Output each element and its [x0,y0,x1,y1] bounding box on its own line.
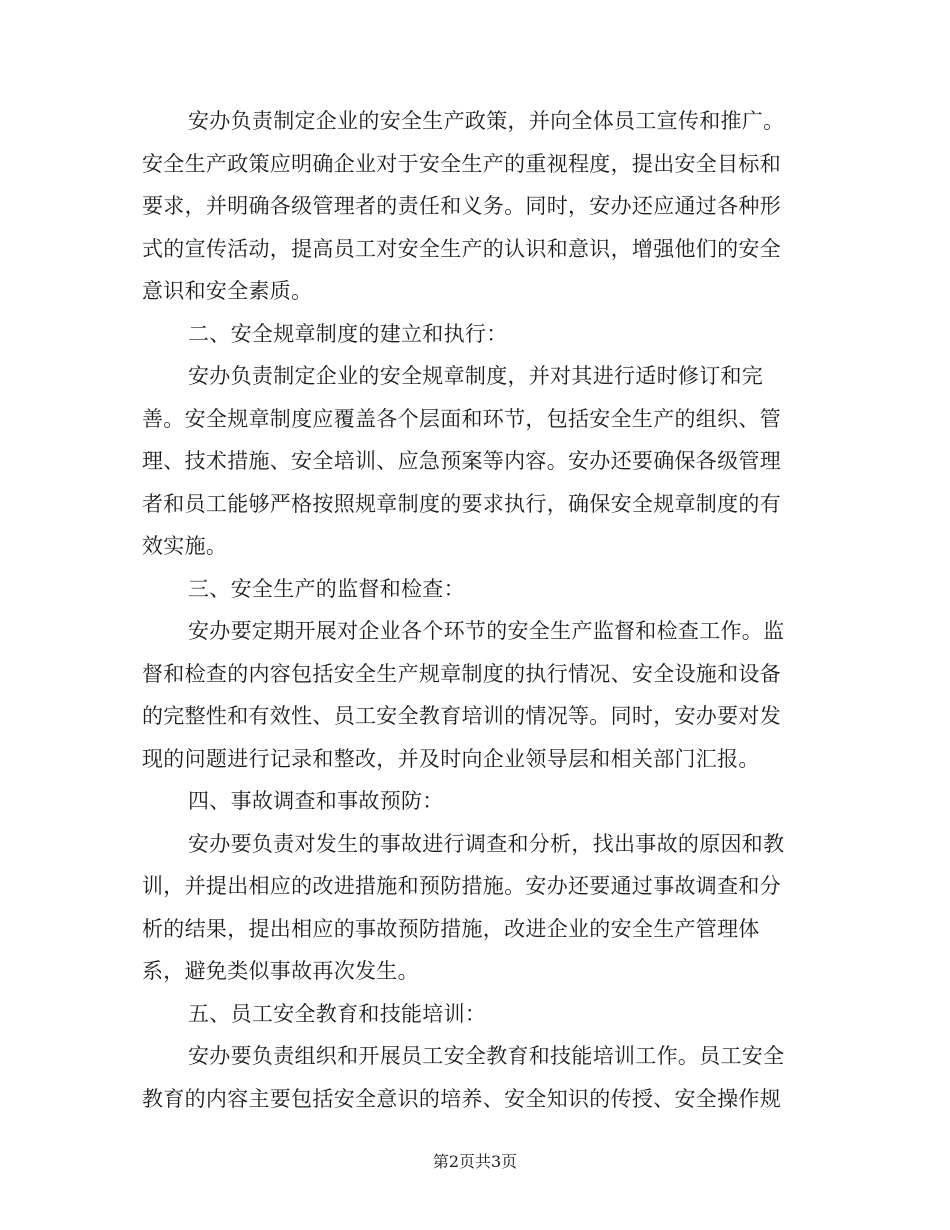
text-line: 安办要负责对发生的事故进行调查和分析，找出事故的原因和教 [188,831,785,856]
text-line: 三、安全生产的监督和检查： [188,576,465,601]
text-line: 四、事故调查和事故预防： [188,789,444,813]
text-line: 安办负责制定企业的安全生产政策，并向全体员工宣传和推广。 [188,109,785,133]
text-line: 的完整性和有效性、员工安全教育培训的情况等。同时，安办要对发 [142,704,781,728]
text-line: 教育的内容主要包括安全意识的培养、安全知识的传授、安全操作规 [142,1086,781,1111]
text-line: 训，并提出相应的改进措施和预防措施。安办还要通过事故调查和分 [142,874,781,898]
text-line: 意识和安全素质。 [142,279,313,303]
text-line: 安全生产政策应明确企业对于安全生产的重视程度，提出安全目标和 [142,151,781,176]
text-line: 者和员工能够严格按照规章制度的要求执行，确保安全规章制度的有 [142,491,781,516]
text-line: 安办负责制定企业的安全规章制度，并对其进行适时修订和完 [188,364,764,388]
text-line: 析的结果，提出相应的事故预防措施，改进企业的安全生产管理体 [142,916,760,941]
text-line: 系，避免类似事故再次发生。 [142,959,419,983]
text-line: 安办要负责组织和开展员工安全教育和技能培训工作。员工安全 [188,1044,785,1068]
text-line: 式的宣传活动，提高员工对安全生产的认识和意识，增强他们的安全 [142,236,781,261]
text-line: 要求，并明确各级管理者的责任和义务。同时，安办还应通过各种形 [142,194,781,218]
text-line: 二、安全规章制度的建立和执行： [188,321,508,346]
text-line: 效实施。 [142,534,228,558]
text-line: 理、技术措施、安全培训、应急预案等内容。安办还要确保各级管理 [142,449,781,473]
page-footer: 第2页共3页 [432,1152,518,1171]
document-body [142,100,802,1120]
text-line: 善。安全规章制度应覆盖各个层面和环节，包括安全生产的组织、管 [142,406,781,431]
text-line: 安办要定期开展对企业各个环节的安全生产监督和检查工作。监 [188,619,785,643]
text-line: 现的问题进行记录和整改，并及时向企业领导层和相关部门汇报。 [142,746,760,771]
text-line: 五、员工安全教育和技能培训： [188,1001,487,1026]
text-line: 督和检查的内容包括安全生产规章制度的执行情况、安全设施和设备 [142,661,781,686]
